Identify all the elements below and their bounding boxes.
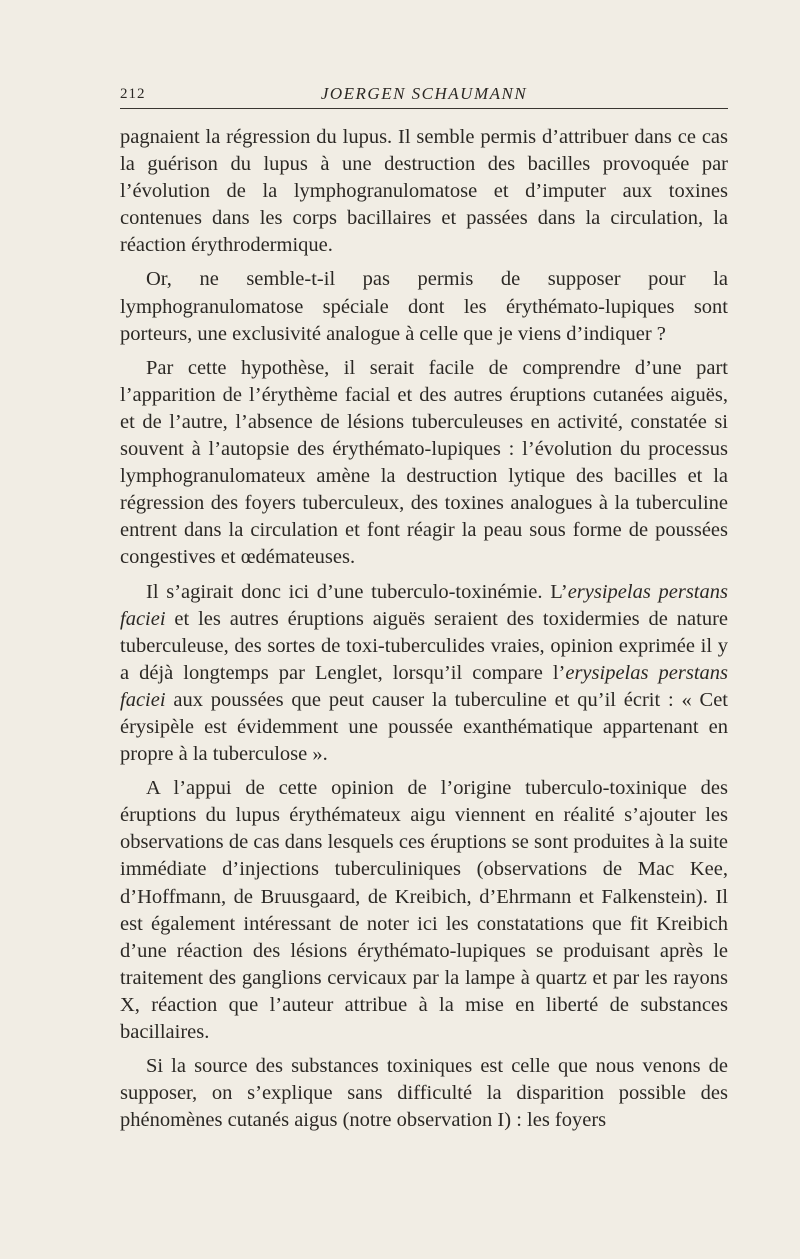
paragraph: pagnaient la régression du lupus. Il semble permis d’attribuer dans ce cas la guérison du lupus à une destruction des bacilles provoquée par l’évolution de la lymphogranulomatose et d’imputer aux toxines contenues dans les corps bacillaires et passées dans la circulation, la réaction érythrodermique. <box>120 126 728 257</box>
paragraph: Si la source des substances toxiniques est celle que nous venons de supposer, on s’explique sans difficulté la disparition possible des phénomènes cutanés aigus (notre observation I) : les foyers <box>120 1055 728 1132</box>
italic-term: erysipelas perstans faciei <box>120 661 728 711</box>
paragraph-text: Il s’agirait donc ici d’une tuberculo-toxinémie. L’ <box>146 580 568 603</box>
page-number: 212 <box>120 86 146 102</box>
page-header <box>120 78 728 109</box>
italic-term: erysipelas perstans faciei <box>120 580 728 630</box>
running-head: JOERGEN SCHAUMANN <box>320 84 528 103</box>
paragraph: A l’appui de cette opinion de l’origine tuberculo-toxinique des éruptions du lupus érythémateux aigu viennent en réalité s’ajouter les observations de cas dans lesquels ces éruptions se sont produites à la suite immédiate d’injections tuberculiniques (observations de Mac Kee, d’Hoffmann, de Bruusgaard, de Kreibich, d’Ehrmann et Falkenstein). Il est également intéressant de noter ici les constatations que fit Kreibich d’une réaction des lésions érythémato-lupiques se produisant après le traitement des ganglions cervicaux par la lampe à quartz et par les rayons X, réaction que l’auteur attribue à la mise en liberté de substances bacillaires. <box>120 777 728 1043</box>
body-text <box>120 124 728 1134</box>
paragraph: Or, ne semble-t-il pas permis de supposer pour la lymphogranulomatose spéciale dont les érythémato-lupiques sont porteurs, une exclusivité analogue à celle que je viens d’indiquer ? <box>120 268 728 345</box>
paragraph-text: et les autres éruptions aiguës seraient des toxidermies de nature tuberculeuse, des sortes de toxi-tuberculides vraies, opinion exprimée il y a déjà longtemps par Lenglet, lorsqu’il compare l’ <box>120 607 728 684</box>
paragraph <box>120 579 728 769</box>
paragraph: Par cette hypothèse, il serait facile de comprendre d’une part l’apparition de l’érythème facial et des autres éruptions cutanées aiguës, et de l’autre, l’absence de lésions tuberculeuses en activité, constatée si souvent à l’autopsie des érythémato-lupiques : l’évolution du processus lymphogranulomateux amène la destruction lytique des bacilles et la régression des foyers tuberculeux, des toxines analogues à la tuberculine entrent dans la circulation et font réagir la peau sous forme de poussées congestives et œdémateuses. <box>120 356 728 569</box>
paragraph-text: aux poussées que peut causer la tuberculine et qu’il écrit : « Cet érysipèle est évidemment une poussée exanthématique appartenant en propre à la tuberculose ». <box>120 688 728 766</box>
